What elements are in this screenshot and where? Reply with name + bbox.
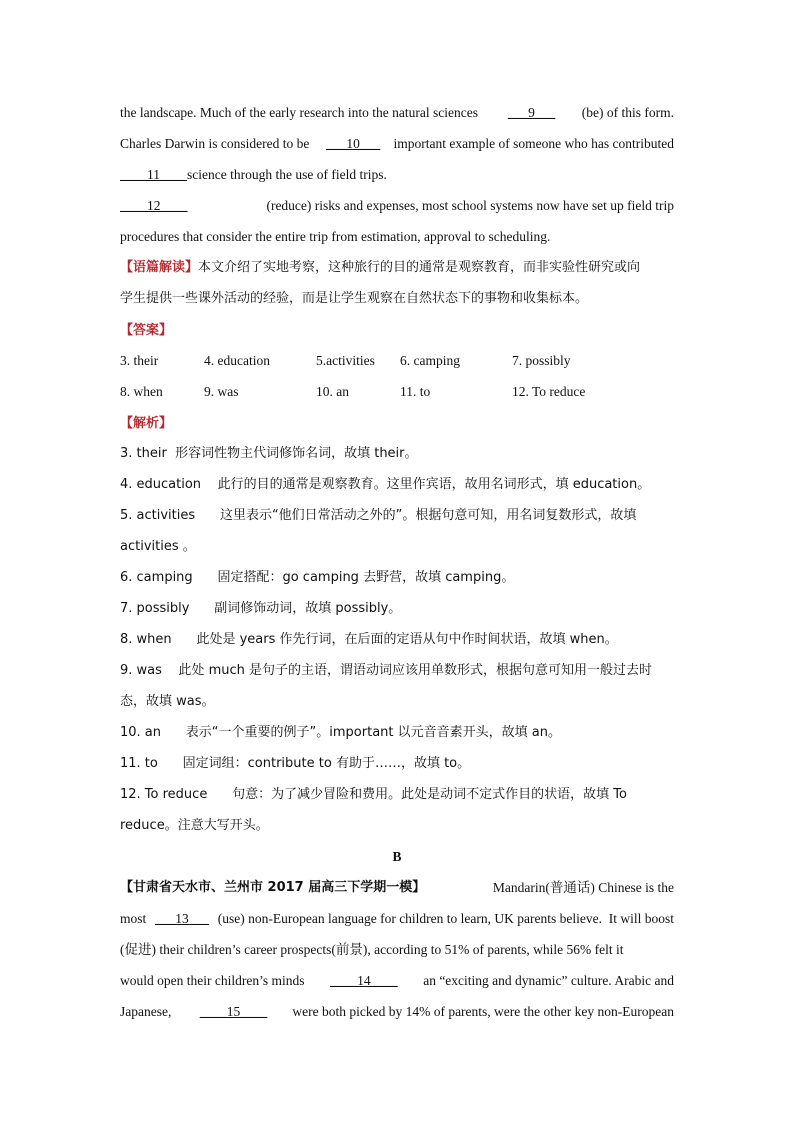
explanation-7 bbox=[120, 593, 674, 624]
answer-8: 8. when bbox=[120, 384, 163, 399]
analysis-text: 本文介绍了实地考察，这种旅行的目的通常是观察教育，而非实验性研究或向 bbox=[198, 260, 641, 275]
answer-5: 5.activities bbox=[316, 353, 375, 368]
text: 9. was 此处 much 是句子的主语，谓语动词应该用单数形式，根据句意可知用一般过去时 bbox=[120, 663, 652, 678]
passage-a-line-2 bbox=[120, 128, 674, 159]
text: 5. activities 这里表示“他们日常活动之外的”。根据句意可知，用名词复数形式，故填 bbox=[120, 508, 637, 523]
section-b-heading: B bbox=[392, 849, 402, 864]
text: (be) of this form. bbox=[581, 105, 674, 120]
blank-12: ____12____ bbox=[120, 198, 188, 213]
text: 10. an 表示“一个重要的例子”。important 以元音音素开头，故填 an。 bbox=[120, 725, 561, 740]
document-content bbox=[120, 97, 674, 1027]
explanation-9 bbox=[120, 655, 674, 686]
answer-3: 3. their bbox=[120, 353, 159, 368]
text: most bbox=[120, 911, 147, 926]
text: were both picked by 14% of parents, were the other key non-European bbox=[292, 1004, 674, 1019]
text: would open their children’s minds bbox=[120, 973, 305, 988]
text: activities 。 bbox=[120, 539, 196, 554]
passage-b-line-1 bbox=[120, 872, 674, 903]
explain-heading bbox=[120, 407, 674, 438]
answers-row-1 bbox=[120, 345, 674, 376]
text: Charles Darwin is considered to be bbox=[120, 136, 313, 151]
text: 3. their 形容词性物主代词修饰名词，故填 their。 bbox=[120, 446, 418, 461]
blank-9: ___9___ bbox=[507, 105, 556, 120]
explanation-8 bbox=[120, 624, 674, 655]
text: (use) non-European language for children to learn, UK parents believe. It will boost bbox=[217, 911, 674, 926]
text: science through the use of field trips. bbox=[187, 167, 387, 182]
answer-6: 6. camping bbox=[400, 353, 460, 368]
explain-label: 【解析】 bbox=[120, 416, 173, 431]
source-tag: 【甘肃省天水市、兰州市 2017 届高三下学期一模】 bbox=[120, 880, 426, 895]
text: an “exciting and dynamic” culture. Arabic and bbox=[423, 973, 674, 988]
text: important example of someone who has contributed bbox=[393, 136, 674, 151]
explanation-4 bbox=[120, 469, 674, 500]
explanation-5 bbox=[120, 500, 674, 531]
answer-4: 4. education bbox=[204, 353, 270, 368]
passage-b-line-4 bbox=[120, 965, 674, 996]
answer-9: 9. was bbox=[204, 384, 239, 399]
analysis-line-1 bbox=[120, 252, 674, 283]
answers-label: 【答案】 bbox=[120, 323, 173, 338]
blank-14: ____14____ bbox=[330, 973, 398, 988]
blank-10: ___10___ bbox=[326, 136, 381, 151]
text: the landscape. Much of the early research into the natural sciences bbox=[120, 105, 482, 120]
analysis-line-2: 学生提供一些课外活动的经验，而是让学生观察在自然状态下的事物和收集标本。 bbox=[120, 291, 589, 306]
text: Mandarin(普通话) Chinese is the bbox=[492, 880, 674, 895]
text: 12. To reduce 句意：为了减少冒险和费用。此处是动词不定式作目的状语，故填 To bbox=[120, 787, 627, 802]
passage-b-line-2 bbox=[120, 903, 674, 934]
answer-7: 7. possibly bbox=[512, 353, 571, 368]
analysis-label: 【语篇解读】 bbox=[120, 260, 199, 275]
passage-a-line-1 bbox=[120, 97, 674, 128]
text: 态，故填 was。 bbox=[120, 694, 215, 709]
explanation-12-cont bbox=[120, 810, 674, 841]
blank-11: ____11____ bbox=[120, 167, 187, 182]
passage-a-line-3 bbox=[120, 159, 674, 190]
passage-b-line-5 bbox=[120, 996, 674, 1027]
explanation-11 bbox=[120, 748, 674, 779]
explanation-6 bbox=[120, 562, 674, 593]
explanation-3 bbox=[120, 438, 674, 469]
text: 6. camping 固定搭配：go camping 去野营，故填 camping。 bbox=[120, 570, 515, 585]
text: 7. possibly 副词修饰动词，故填 possibly。 bbox=[120, 601, 402, 616]
answer-10: 10. an bbox=[316, 384, 349, 399]
explanation-10 bbox=[120, 717, 674, 748]
answer-12: 12. To reduce bbox=[512, 384, 586, 399]
answers-row-2 bbox=[120, 376, 674, 407]
text: (reduce) risks and expenses, most school systems now have set up field trip bbox=[266, 198, 674, 213]
blank-13: ___13___ bbox=[155, 911, 210, 926]
text: 4. education 此行的目的通常是观察教育。这里作宾语，故用名词形式，填 education。 bbox=[120, 477, 651, 492]
passage-b-line-3: (促进) their children’s career prospects(前景), according to 51% of parents, while 56% felt it bbox=[120, 942, 624, 957]
passage-a-line-4 bbox=[120, 190, 674, 221]
text: Japanese, bbox=[120, 1004, 175, 1019]
answers-heading bbox=[120, 314, 674, 345]
explanation-5-cont bbox=[120, 531, 674, 562]
blank-15: ____15____ bbox=[199, 1004, 268, 1019]
explanation-12 bbox=[120, 779, 674, 810]
answer-11: 11. to bbox=[400, 384, 431, 399]
text: 8. when 此处是 years 作先行词，在后面的定语从句中作时间状语，故填 when。 bbox=[120, 632, 618, 647]
passage-a-line-5: procedures that consider the entire trip from estimation, approval to scheduling. bbox=[120, 229, 551, 244]
text: 11. to 固定词组：contribute to 有助于……，故填 to。 bbox=[120, 756, 471, 771]
explanation-9-cont bbox=[120, 686, 674, 717]
text: reduce。注意大写开头。 bbox=[120, 818, 269, 833]
